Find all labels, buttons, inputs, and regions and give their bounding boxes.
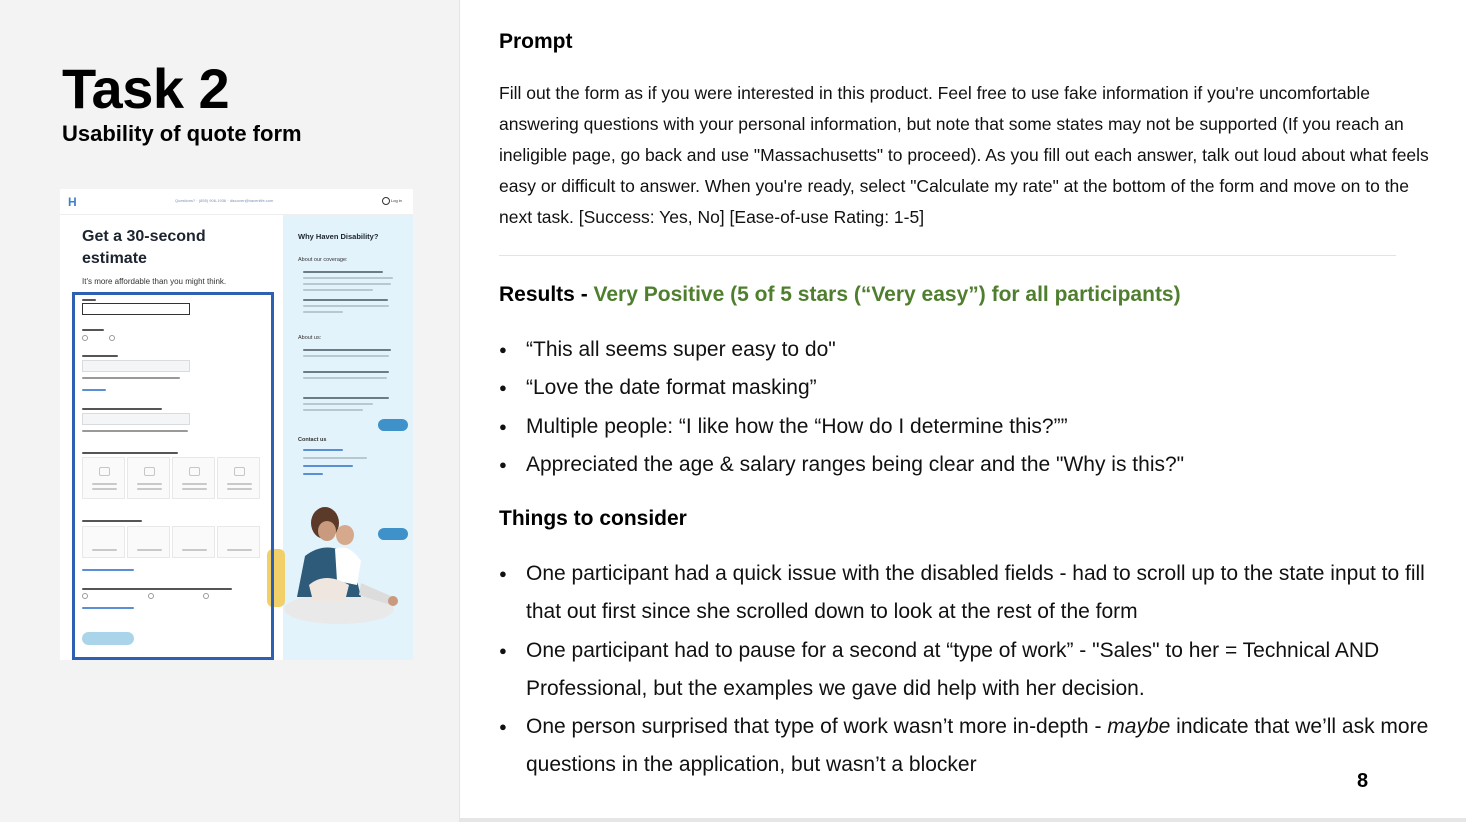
results-item: ● Multiple people: “I like how the “How do I determine this?”” [499,408,1439,446]
screenshot-login: Log in [382,197,402,205]
page-number: 8 [1357,770,1369,792]
user-icon [382,197,390,205]
consider-item: ● One participant had a quick issue with the disabled fields - had to scroll up to the state input to fill that out first since she scrolled down to look at the rest of the form [499,555,1439,632]
results-item: ● “Love the date format masking” [499,369,1439,407]
prompt-heading: Prompt [499,30,573,53]
about-label: About us: [298,335,322,341]
screenshot-top-bar [60,189,413,215]
screenshot-subheading: It's more affordable than you might think. [82,277,227,286]
bottom-rule [460,818,1466,822]
results-label: Results - [499,283,588,306]
prompt-text: Fill out the form as if you were interested in this product. Feel free to use fake information if you're uncomfortable answering questions with your personal information, but note that some states may not be supported (If you reach an ineligible page, go back and use "Massachusetts" to proceed). As you fill out each answer, talk out loud about what feels easy or difficult to answer. When you're ready, select "Calculate my rate" at the bottom of the form and move on to the next task. [Success: Yes, No] [Ease-of-use Rating: 1-5] [499,83,1429,227]
left-panel [0,0,460,822]
consider-item: ● One person surprised that type of work wasn’t more in-depth - maybe indicate that we’ll ask more questions in the application, but wasn’t a blocker [499,708,1439,785]
quote-form-screenshot [60,189,413,660]
results-item: ● “This all seems super easy to do" [499,331,1439,369]
family-photo [265,501,405,626]
emphasis-maybe: maybe [1107,715,1171,739]
sidebar-title: Why Haven Disability? [298,232,379,241]
highlighted-form-area [72,292,274,660]
chat-bubble-icon [378,419,408,431]
results-heading [499,283,1181,307]
task-title: Task 2 [62,57,230,120]
haven-logo: H [68,195,77,209]
screenshot-heading: Get a 30-second estimate [82,228,206,267]
consider-list [499,555,1439,785]
consider-heading: Things to consider [499,507,687,530]
coverage-label: About our coverage: [298,257,348,263]
screenshot-top-contact: Questions? · (855) 906-1936 · discover@havenlife.com [175,198,274,203]
section-divider [499,255,1396,256]
task-subtitle: Usability of quote form [62,121,302,146]
contact-label: Contact us [298,437,327,443]
results-rating: Very Positive (5 of 5 stars (“Very easy”) for all participants) [593,283,1181,306]
results-item: ● Appreciated the age & salary ranges being clear and the "Why is this?" [499,446,1439,484]
results-list [499,331,1439,484]
consider-item: ● One participant had to pause for a second at “type of work” - "Sales" to her = Technical AND Professional, but the examples we gave did help with her decision. [499,632,1439,709]
